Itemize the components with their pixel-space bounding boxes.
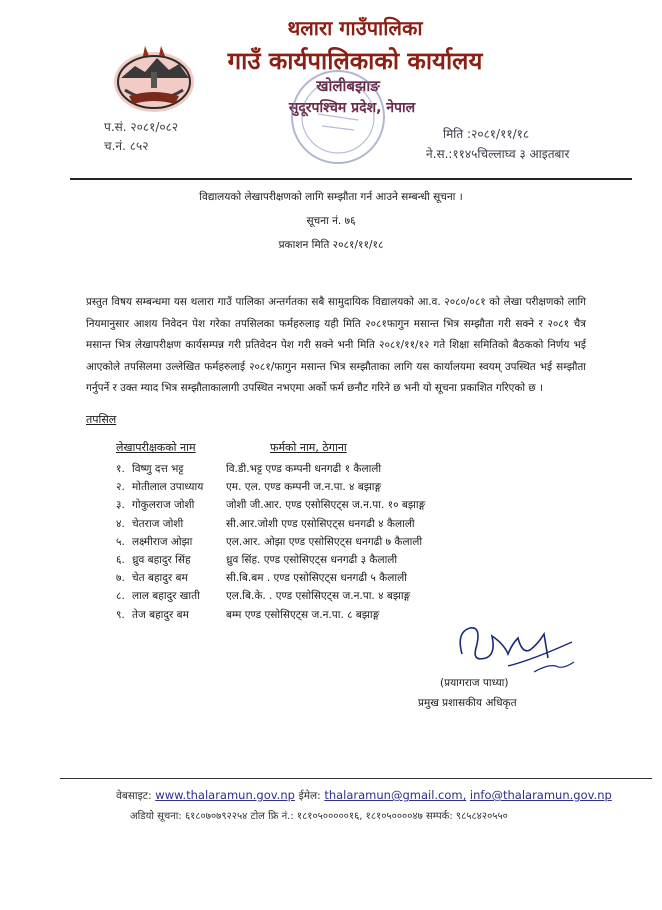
auditor-name: चेतराज जोशी [132,517,184,530]
firm-name: एल.बि.के. . एण्ड एसोसिएट्स ज.न.पा. ४ बझाङ्ग [226,590,411,603]
nepal-sambat-date: ने.स.:११४५चिल्लाघ्व ३ आइतबार [426,147,570,161]
email-link-primary[interactable]: thalaramun@gmail.com, [324,788,467,802]
details-heading: तपसिल [86,413,117,426]
notice-body: प्रस्तुत विषय सम्बन्धमा यस थलारा गाउँ पालिका अन्तर्गतका सबै सामुदायिक विद्यालयको आ.व. २०८०/०८१ को लेखा परीक्षणको लागि नियमानुसार आशय निवेदन पेश गरेका तपसिलका फर्महरुलाइ यही मिति २०८१फागुन मसान्त भित्र सम्झौता गरी सक्ने र २०८१ चैत्र मसान्त भित्र लेखापरीक्षण कार्यसम्पन्न गरी प्रतिवेदन पेश गरी सक्ने भनी मिति २०८१/११/१२ गते शिक्षा समितिको बैठकको निर्णय भई आएकोले तपसिलमा उल्लेखित फर्महरुलाई २०८१/फागुन मसान्त भित्र सम्झौताका लागि यस कार्यालयमा स्वयम् उपस्थित भई सम्झौता गर्नुपर्ने र उक्त म्याद भित्र सम्झौताकालागी उपस्थित नभएमा अर्को फर्म छनौट गरिने छ भनी यो सूचना प्रकाशित गरिएको छ । [86,296,586,394]
list-item [116,589,536,607]
row-number: ४. [116,517,125,530]
auditor-name: लाल बहादुर खाती [132,590,200,603]
auditor-name: विष्णु दत्त भट्ट [132,463,184,475]
row-number: ५. [116,535,125,548]
office-stamp-icon [278,64,398,170]
auditor-name: तेज बहादुर बम [132,608,189,621]
letter-date: मिति :२०८१/११/१८ [443,127,530,141]
row-number: ७. [116,572,125,585]
list-item [116,535,536,553]
signatory-name: (प्रयागराज पाध्या) [440,677,509,689]
row-number: २. [116,481,125,494]
row-number: १. [116,463,125,475]
row-number: ९. [116,608,125,621]
office-name: गाउँ कार्यपालिकाको कार्यालय [227,47,483,75]
email-label: ईमेल: [298,790,321,802]
auditor-name: गोकुलराज जोशी [132,499,195,512]
list-item [116,498,536,516]
firm-name: एल.आर. ओझा एण्ड एसोसिएट्स धनगढी ७ कैलाली [226,535,423,548]
auditor-column-header: लेखापरीक्षकको नाम [116,441,196,454]
firm-name: एम. एल. एण्ड कम्पनी ज.न.पा. ४ बझाङ्ग [226,481,382,494]
auditor-list [116,462,536,626]
footer-contact [116,788,612,803]
list-item [116,571,536,589]
list-item [116,517,536,535]
firm-name: बम्म एण्ड एसोसिएट्स ज.न.पा. ८ बझाङ्ग [226,608,380,621]
publication-date: प्रकाशन मिति २०८१/११/१८ [278,239,384,251]
row-number: ३. [116,499,125,512]
website-label: वेबसाइट: [116,790,152,802]
row-number: ८. [116,590,125,603]
municipality-name: थलारा गाउँपालिका [287,16,423,40]
list-item [116,480,536,498]
list-item [116,553,536,571]
row-number: ६. [116,553,125,566]
footer-phone-numbers: अडियो सूचना: ६१८०७०७९२२५४ टोल फ्रि नं.: १८१०५०००००१६, १८१०५००००४७ सम्पर्क: ९८५८४२०५५० [130,811,508,822]
firm-name: सी.आर.जोशी एण्ड एसोसिएट्स धनगढी ४ कैलाली [226,517,415,530]
auditor-name: मोतीलाल उपाध्याय [132,481,204,494]
firm-column-header: फर्मको नाम, ठेगाना [270,441,347,454]
office-location: खोलीबझाङ [316,77,380,95]
auditor-name: ध्रुव बहादुर सिंह [132,553,191,566]
signatory-title: प्रमुख प्रशासकीय अधिकृत [418,697,517,709]
website-link[interactable]: www.thalaramun.gov.np [155,788,295,802]
province-country: सुदूरपश्चिम प्रदेश, नेपाल [288,100,416,116]
reference-number: प.सं. २०८१/०८२ [104,120,179,134]
auditor-name: लक्ष्मीराज ओझा [132,535,193,548]
firm-name: सी.बि.बम . एण्ड एसोसिएट्स धनगढी ५ कैलाली [226,572,407,585]
firm-name: जोशी जी.आर. एण्ड एसोसिएट्स ज.न.पा. १० बझाङ्ग [226,499,426,512]
footer-divider [60,778,652,779]
nepal-emblem-icon [105,38,203,118]
firm-name: ध्रुव सिंह. एण्ड एसोसिएट्स धनगढी ३ कैलाली [226,553,398,566]
header-divider [70,178,632,180]
auditor-name: चेत बहादुर बम [132,572,188,585]
notice-subject: विद्यालयको लेखापरीक्षणको लागि सम्झौता गर्न आउने सम्बन्धी सूचना । [199,191,463,203]
list-item [116,462,536,480]
notice-number: सूचना नं. ७६ [306,215,356,227]
firm-name: वि.डी.भट्ट एण्ड कम्पनी धनगढी १ कैलाली [226,463,382,475]
dispatch-number: च.नं. ८५२ [104,139,149,153]
handwritten-signature [452,614,582,678]
email-link-secondary[interactable]: info@thalaramun.gov.np [469,788,612,802]
